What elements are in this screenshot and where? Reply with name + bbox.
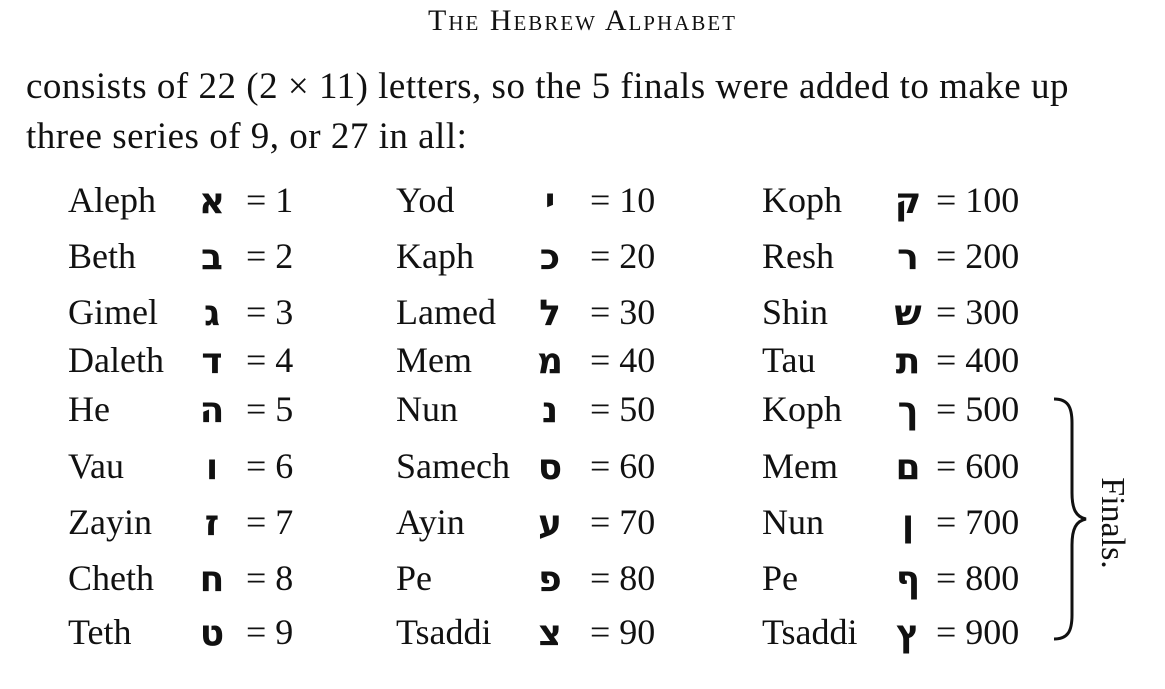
hebrew-letter: ך <box>897 390 919 431</box>
letter-value: = 3 <box>246 292 294 332</box>
letter-name: Nun <box>396 389 458 429</box>
letter-value: = 100 <box>936 180 1020 220</box>
letter-value: = 70 <box>590 502 656 542</box>
hebrew-letter: ב <box>201 237 223 278</box>
letter-name: Pe <box>762 558 798 598</box>
hebrew-letter: כ <box>539 237 561 278</box>
hebrew-letter: א <box>198 181 226 222</box>
letter-value: = 400 <box>936 340 1020 380</box>
hebrew-letter: ד <box>201 341 223 382</box>
hebrew-letter: פ <box>538 559 562 600</box>
hebrew-letter: ש <box>894 293 922 334</box>
letter-value: = 900 <box>936 612 1020 652</box>
hebrew-letter: ם <box>895 447 921 488</box>
letter-value: = 1 <box>246 180 294 220</box>
letter-name: Kaph <box>396 236 474 276</box>
letter-value: = 20 <box>590 236 656 276</box>
hebrew-letter: צ <box>538 613 562 654</box>
letter-value: = 2 <box>246 236 294 276</box>
letter-name: He <box>68 389 110 429</box>
letter-name: Cheth <box>68 558 154 598</box>
letter-value: = 40 <box>590 340 656 380</box>
letter-name: Tsaddi <box>396 612 492 652</box>
letter-value: = 9 <box>246 612 294 652</box>
letter-name: Lamed <box>396 292 496 332</box>
hebrew-letter: ח <box>199 559 225 600</box>
letter-value: = 10 <box>590 180 656 220</box>
letter-value: = 300 <box>936 292 1020 332</box>
intro-paragraph: consists of 22 (2 × 11) letters, so the 5 finals were added to make up three series of 9, or 27 in all: <box>26 66 1069 157</box>
letter-name: Mem <box>762 446 838 486</box>
letter-name: Zayin <box>68 502 152 542</box>
page-heading: The Hebrew Alphabet <box>428 4 737 37</box>
letter-name: Vau <box>68 446 124 486</box>
letter-value: = 700 <box>936 502 1020 542</box>
letter-value: = 80 <box>590 558 656 598</box>
hebrew-letter: נ <box>541 390 559 431</box>
letter-name: Aleph <box>68 180 156 220</box>
hebrew-letter: ן <box>901 503 915 544</box>
letter-name: Koph <box>762 389 842 429</box>
letter-name: Samech <box>396 446 510 486</box>
hebrew-letter: ף <box>895 559 921 600</box>
letter-name: Ayin <box>396 502 465 542</box>
hebrew-letter: ז <box>204 503 220 544</box>
hebrew-letter: ל <box>539 293 561 334</box>
letter-name: Daleth <box>68 340 164 380</box>
letter-name: Shin <box>762 292 829 332</box>
letter-value: = 500 <box>936 389 1020 429</box>
letter-value: = 5 <box>246 389 294 429</box>
letter-value: = 50 <box>590 389 656 429</box>
hebrew-letter: ס <box>537 447 563 488</box>
hebrew-letter: ץ <box>896 613 920 654</box>
letter-name: Tau <box>762 340 816 380</box>
letter-value: = 4 <box>246 340 294 380</box>
finals-brace <box>1050 393 1090 643</box>
letter-value: = 7 <box>246 502 294 542</box>
letter-name: Teth <box>68 612 132 652</box>
letter-name: Gimel <box>68 292 158 332</box>
hebrew-letter: מ <box>536 341 564 382</box>
letter-value: = 600 <box>936 446 1020 486</box>
hebrew-letter: ר <box>897 237 919 278</box>
hebrew-letter: ק <box>894 181 922 222</box>
hebrew-letter: ה <box>199 390 225 431</box>
letter-value: = 8 <box>246 558 294 598</box>
letter-value: = 6 <box>246 446 294 486</box>
letter-value: = 200 <box>936 236 1020 276</box>
letter-name: Beth <box>68 236 136 276</box>
letter-value: = 30 <box>590 292 656 332</box>
letter-name: Tsaddi <box>762 612 858 652</box>
letter-name: Pe <box>396 558 432 598</box>
hebrew-letter: ו <box>205 447 219 488</box>
letter-name: Yod <box>396 180 455 220</box>
hebrew-letter: י <box>544 181 556 222</box>
letter-value: = 90 <box>590 612 656 652</box>
hebrew-letter: ט <box>199 613 225 654</box>
hebrew-letter: ג <box>203 293 221 334</box>
letter-name: Mem <box>396 340 472 380</box>
letter-value: = 60 <box>590 446 656 486</box>
letter-value: = 800 <box>936 558 1020 598</box>
hebrew-letter: ת <box>895 341 921 382</box>
finals-label: Finals. <box>1094 477 1131 569</box>
letter-name: Koph <box>762 180 842 220</box>
hebrew-letter: ע <box>538 503 562 544</box>
letter-name: Nun <box>762 502 824 542</box>
letter-name: Resh <box>762 236 834 276</box>
